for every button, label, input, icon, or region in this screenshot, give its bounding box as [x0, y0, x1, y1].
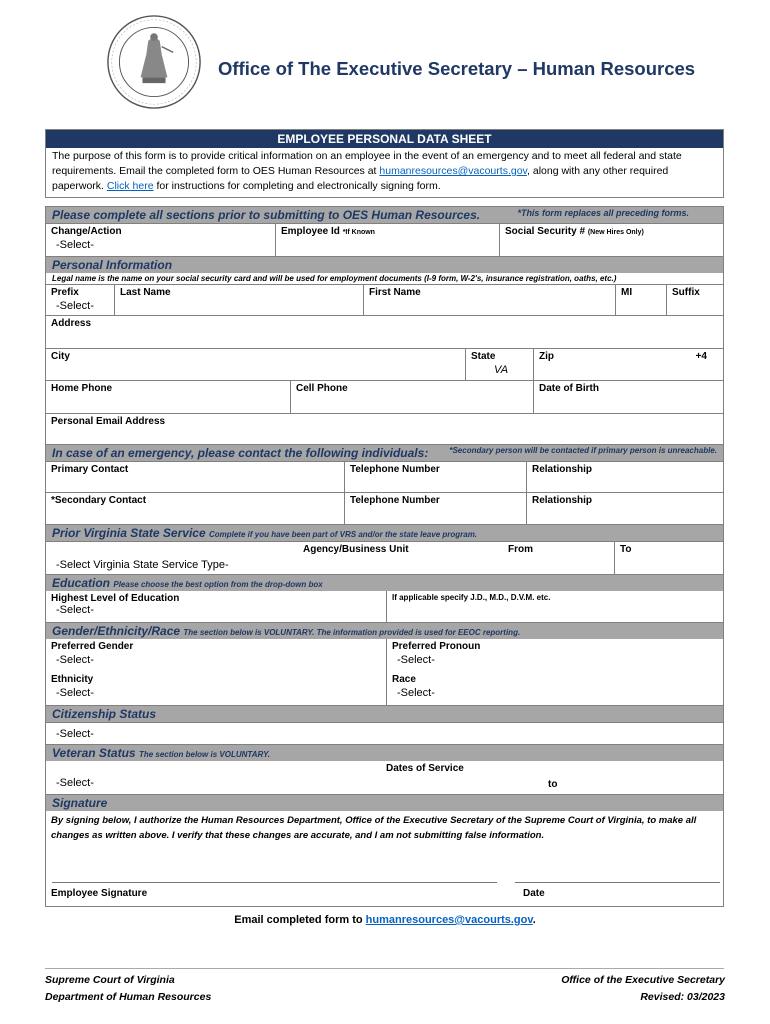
suffix-field[interactable]: Suffix	[666, 285, 723, 315]
main-form	[45, 206, 724, 907]
address-field[interactable]: Address	[51, 318, 92, 329]
city-field[interactable]: City	[51, 351, 70, 362]
ethnicity-field[interactable]: Ethnicity -Select-	[51, 674, 94, 699]
personal-email-field[interactable]: Personal Email Address	[51, 416, 166, 427]
signature-line[interactable]	[52, 882, 497, 883]
click-here-link[interactable]: Click here	[106, 180, 154, 192]
secondary-contact-field[interactable]: *Secondary Contact	[51, 495, 147, 506]
service-from-field[interactable]: From	[508, 544, 533, 555]
signature-row	[46, 886, 723, 906]
page-title: Office of The Executive Secretary – Human Resources	[218, 58, 696, 79]
primary-telephone-field[interactable]: Telephone Number	[344, 462, 526, 492]
signature-statement: By signing below, I authorize the Human Resources Department, Office of the Executive Secretary of the Supreme Court of Virginia, to make all changes as written above. I verify that these changes are accurate, and I am not submitting false information.	[51, 815, 697, 841]
state-service-type-field[interactable]: Agency/Business Unit -Select Virginia State Service Type-	[56, 544, 409, 571]
prefix-field[interactable]: Prefix -Select-	[51, 287, 94, 312]
first-name-field[interactable]: First Name	[363, 285, 615, 315]
ssn-field[interactable]: Social Security # (New Hires Only)	[499, 224, 723, 256]
personal-note: Legal name is the name on your social security card and will be used for employment documents (I-9 form, W-2's, insurance registration, oaths, etc.)	[52, 274, 617, 283]
secondary-relationship-field[interactable]: Relationship	[526, 493, 723, 524]
preferred-pronoun-field[interactable]: Preferred Pronoun -Select-	[386, 639, 723, 672]
form-heading: EMPLOYEE PERSONAL DATA SHEET	[46, 130, 723, 148]
section-signature: Signature	[46, 794, 723, 811]
footer-divider	[45, 968, 724, 969]
home-phone-field[interactable]: Home Phone	[51, 383, 113, 394]
primary-contact-field[interactable]: Primary Contact	[51, 464, 129, 475]
footer-left: Supreme Court of Virginia Department of Human Resources	[45, 974, 212, 1003]
section-veteran: Veteran Status The section below is VOLUNTARY.	[46, 744, 723, 761]
section-prior-service: Prior Virginia State Service Complete if you have been part of VRS and/or the state leave program.	[46, 524, 723, 541]
zip-field[interactable]: Zip +4	[533, 349, 723, 380]
change-action-field[interactable]: Change/Action -Select-	[51, 226, 122, 251]
race-field[interactable]: Race -Select-	[386, 672, 723, 705]
email-link[interactable]: humanresources@vacourts.gov	[379, 165, 528, 177]
date-label: Date	[523, 888, 545, 899]
service-to-field[interactable]: To	[614, 542, 723, 574]
footer-right: Office of the Executive Secretary Revised: 03/2023	[561, 974, 725, 1003]
dates-of-service-label: Dates of Service	[386, 763, 464, 774]
preferred-gender-field[interactable]: Preferred Gender -Select-	[51, 641, 134, 666]
section-citizenship: Citizenship Status	[46, 705, 723, 722]
section-complete-all: Please complete all sections prior to submitting to OES Human Resources. *This form replaces all preceding forms.	[46, 207, 723, 223]
intro-text: The purpose of this form is to provide critical information on an employee in the event of an emergency and to meet all federal and state requirements. Email the completed form to OES Human Resources at humanresources@vacourts.gov, along with any other required paperwork. Click here for instructions for completing and electronically signing form.	[52, 150, 682, 192]
secondary-telephone-field[interactable]: Telephone Number	[344, 493, 526, 524]
education-field[interactable]: Highest Level of Education -Select-	[51, 593, 180, 616]
cell-phone-field[interactable]: Cell Phone	[290, 381, 533, 413]
date-line[interactable]	[515, 882, 720, 883]
veteran-field[interactable]: -Select- Dates of Service to	[56, 763, 558, 790]
employee-signature-label: Employee Signature	[51, 888, 148, 899]
to-label: to	[548, 779, 558, 790]
email-link-bottom[interactable]: humanresources@vacourts.gov	[365, 914, 533, 926]
dob-field[interactable]: Date of Birth	[533, 381, 723, 413]
section-personal: Personal Information	[46, 256, 723, 273]
mi-field[interactable]: MI	[615, 285, 666, 315]
state-field[interactable]: State VA	[465, 349, 533, 380]
employee-id-field[interactable]: Employee Id *If Known	[275, 224, 499, 256]
court-seal-logo	[106, 14, 202, 110]
citizenship-field[interactable]: -Select-	[56, 728, 94, 740]
last-name-field[interactable]: Last Name	[114, 285, 363, 315]
intro-box	[45, 129, 724, 198]
degree-field[interactable]: If applicable specify J.D., M.D., D.V.M. etc.	[386, 591, 723, 622]
section-emergency: In case of an emergency, please contact the following individuals: *Secondary person will be contacted if primary person is unreachable.	[46, 444, 723, 461]
email-instruction: Email completed form to humanresources@vacourts.gov.	[234, 914, 536, 926]
section-gender: Gender/Ethnicity/Race The section below is VOLUNTARY. The information provided is used for EEOC reporting.	[46, 622, 723, 639]
section-education: Education Please choose the best option from the drop-down box	[46, 574, 723, 591]
primary-relationship-field[interactable]: Relationship	[526, 462, 723, 492]
